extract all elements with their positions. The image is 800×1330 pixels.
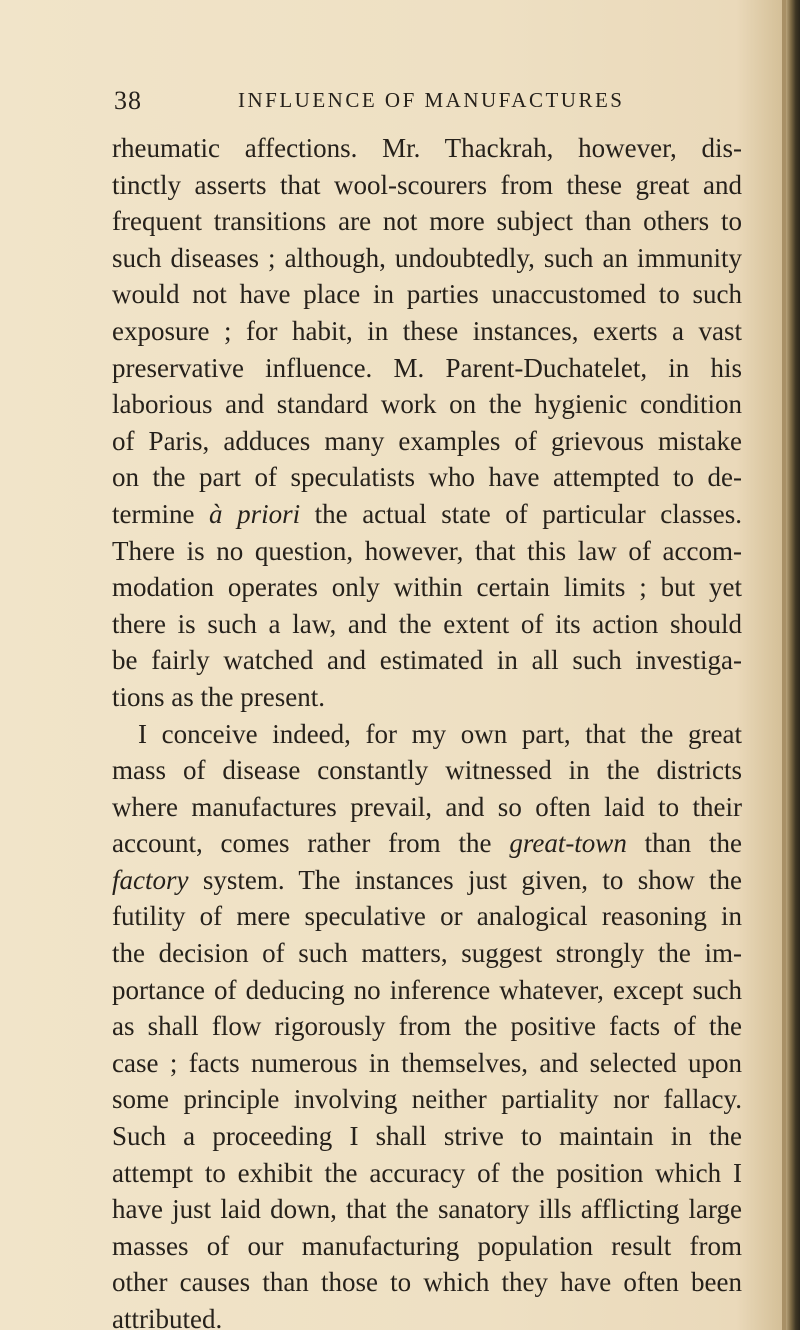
text-line: other causes than those to which they have often been: [112, 1267, 742, 1298]
running-head: INFLUENCE OF MANUFACTURES: [238, 88, 625, 112]
text-line: rheumatic affections. Mr. Thackrah, however, dis-: [112, 133, 742, 163]
text-line: attempt to exhibit the accuracy of the position which I: [112, 1157, 742, 1188]
text-line: would not have place in parties unaccustomed to such: [112, 279, 742, 310]
text-line: laborious and standard work on the hygienic condition: [112, 389, 742, 420]
text-line: there is such a law, and the extent of its action should: [112, 608, 742, 639]
page-header: [114, 86, 734, 120]
text-line: as shall flow rigorously from the positive facts of the: [112, 1011, 742, 1042]
line-text: the actual state of particular classes.: [300, 498, 742, 529]
text-line: Such a proceeding I shall strive to maintain in the: [112, 1121, 742, 1152]
italic-factory: factory: [112, 864, 189, 895]
text-line: mass of disease constantly witnessed in the districts: [112, 755, 742, 786]
line-text: than the: [626, 828, 742, 859]
text-line: I conceive indeed, for my own part, that the great: [138, 718, 742, 749]
text-line: masses of our manufacturing population result from: [112, 1230, 742, 1261]
text-line: [112, 496, 742, 533]
text-line: [112, 825, 742, 862]
body-text: [112, 130, 742, 1330]
text-line: exposure ; for habit, in these instances, exerts a vast: [112, 315, 742, 346]
text-line: some principle involving neither partiality nor fallacy.: [112, 1084, 742, 1115]
text-line: preservative influence. M. Parent-Duchatelet, in his: [112, 352, 742, 383]
text-line: the decision of such matters, suggest strongly the im-: [112, 938, 742, 969]
italic-a-priori: à priori: [209, 498, 301, 529]
text-line: have just laid down, that the sanatory ills afflicting large: [112, 1194, 742, 1225]
text-line: such diseases ; although, undoubtedly, such an immunity: [112, 242, 742, 273]
text-line: modation operates only within certain limits ; but yet: [112, 572, 742, 603]
line-text: system. The instances just given, to show the: [202, 864, 743, 895]
text-line: be fairly watched and estimated in all such investiga-: [112, 645, 742, 676]
line-text: termine: [112, 498, 195, 529]
text-line: of Paris, adduces many examples of grievous mistake: [112, 425, 742, 456]
text-line: portance of deducing no inference whatever, except such: [112, 974, 742, 1005]
text-line: on the part of speculatists who have attempted to de-: [112, 462, 742, 493]
line-text: account, comes rather from the: [112, 828, 492, 859]
text-line: attributed.: [112, 1304, 223, 1330]
text-line: There is no question, however, that this law of accom-: [112, 535, 742, 566]
page-edge: [786, 0, 800, 1330]
text-line: tions as the present.: [112, 681, 325, 712]
text-line: case ; facts numerous in themselves, and selected upon: [112, 1047, 742, 1078]
text-line: tinctly asserts that wool-scourers from these great and: [112, 169, 742, 200]
text-line: futility of mere speculative or analogical reasoning in: [112, 901, 742, 932]
page-number: 38: [114, 86, 142, 115]
italic-great-town: great-town: [509, 828, 627, 859]
text-line: [112, 862, 742, 899]
text-line: where manufactures prevail, and so often laid to their: [112, 791, 742, 822]
text-line: frequent transitions are not more subject than others to: [112, 206, 742, 237]
